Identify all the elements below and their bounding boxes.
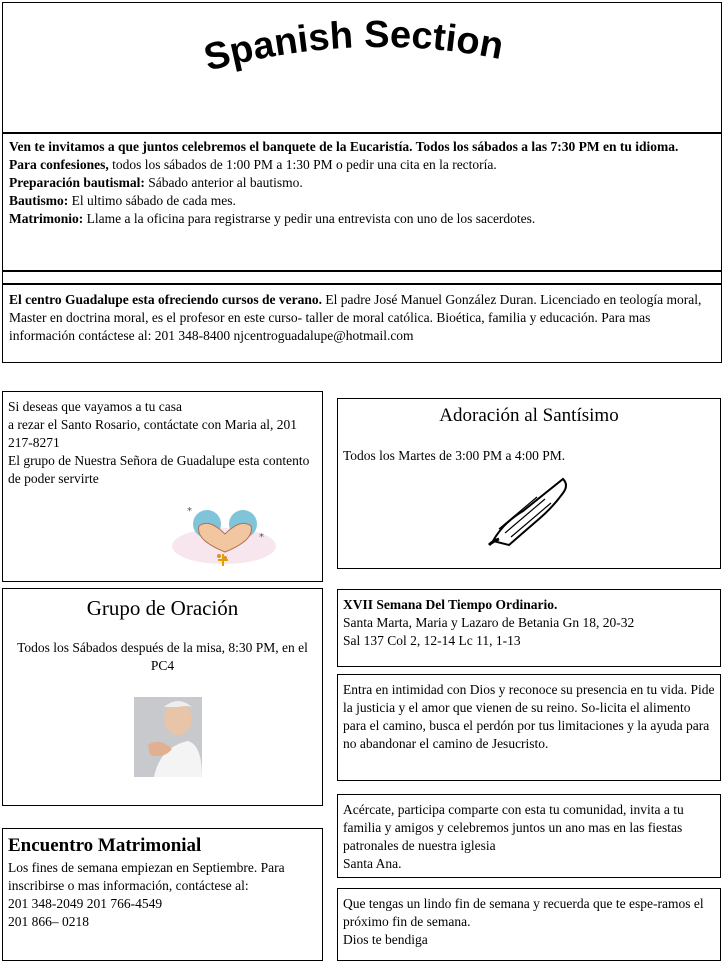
adoracion-text: Todos los Martes de 3:00 PM a 4:00 PM. bbox=[343, 448, 566, 463]
confesiones-label: Para confesiones, bbox=[9, 157, 109, 172]
adoracion-box bbox=[337, 398, 721, 569]
guadalupe-center-box bbox=[2, 284, 722, 363]
matrimonio-text: Llame a la oficina para registrarse y pedir una entrevista con uno de los sacerdotes. bbox=[83, 211, 536, 226]
eucaristia-intro: Ven te invitamos a que juntos celebremos el banquete de la Eucaristía. Todos los sábados a las 7:30 PM en tu idioma. bbox=[9, 139, 679, 154]
intimidad-box bbox=[337, 674, 721, 781]
oracion-text: Todos los Sábados después de la misa, 8:30 PM, en el PC4 bbox=[17, 640, 308, 673]
matrimonial-line1: Los fines de semana empiezan en Septiembre. Para inscribirse o mas información, contáctese al: bbox=[8, 860, 285, 893]
despedida-line1: Que tengas un lindo fin de semana y recuerda que te espe-ramos el próximo fin de semana. bbox=[343, 896, 704, 929]
guadalupe-center-text: El padre José Manuel González Duran. Licenciado en teología moral, Master en doctrina moral, es el profesor en este curso- taller de moral católica. Bioética, familia y educación. Para mas información contáctese al: 201 348-8400 njcentroguadalupe@hotmail.com bbox=[9, 292, 702, 343]
semana-title: XVII Semana Del Tiempo Ordinario. bbox=[343, 597, 558, 612]
despedida-line2: Dios te bendiga bbox=[343, 932, 428, 947]
semana-line1: Santa Marta, Maria y Lazaro de Betania Gn 18, 20-32 bbox=[343, 615, 635, 630]
preparacion-label: Preparación bautismal: bbox=[9, 175, 145, 190]
praying-hands-icon bbox=[483, 477, 583, 547]
spacer-row bbox=[2, 271, 722, 284]
matrimonial-title: Encuentro Matrimonial bbox=[8, 835, 202, 856]
matrimonio-label: Matrimonio: bbox=[9, 211, 84, 226]
rosario-line3: El grupo de Nuestra Señora de Guadalupe esta contento de poder servirte bbox=[8, 453, 310, 486]
oracion-title: Grupo de Oración bbox=[86, 596, 239, 620]
guadalupe-center-bold: El centro Guadalupe esta ofreciendo cursos de verano. bbox=[9, 292, 322, 307]
praying-man-image bbox=[134, 697, 202, 777]
despedida-box bbox=[337, 888, 721, 961]
bautismo-text: El ultimo sábado de cada mes. bbox=[68, 193, 236, 208]
rosario-box bbox=[2, 391, 323, 582]
bautismo-label: Bautismo: bbox=[9, 193, 69, 208]
intimidad-text: Entra en intimidad con Dios y reconoce su presencia en tu vida. Pide la justicia y el amor que vienen de su reino. So-licita el alimento para el camino, busca el perdón por tus limitaciones y la ayuda para no abandonar el camino de Jesucristo. bbox=[343, 682, 715, 751]
rosario-line2: a rezar el Santo Rosario, contáctate con Maria al, 201 217-8271 bbox=[8, 417, 298, 450]
adoracion-title: Adoración al Santísimo bbox=[439, 405, 619, 426]
santa-ana-text: Acércate, participa comparte con esta tu comunidad, invita a tu familia y amigos y celebremos juntos un ano mas en las fiestas patronales de nuestra iglesia bbox=[343, 802, 684, 853]
header-box bbox=[2, 2, 722, 133]
semana-box bbox=[337, 589, 721, 667]
semana-line2: Sal 137 Col 2, 12-14 Lc 11, 1-13 bbox=[343, 633, 521, 648]
matrimonial-box bbox=[2, 828, 323, 961]
page-title: Spanish Section bbox=[199, 13, 507, 80]
matrimonial-line3: 201 866– 0218 bbox=[8, 914, 89, 929]
confesiones-text: todos los sábados de 1:00 PM a 1:30 PM o pedir una cita en la rectoría. bbox=[108, 157, 497, 172]
svg-text:*: * bbox=[259, 532, 264, 543]
svg-text:*: * bbox=[187, 506, 192, 517]
rosary-hands-icon bbox=[169, 504, 279, 568]
eucaristia-box bbox=[2, 133, 722, 271]
matrimonial-line2: 201 348-2049 201 766-4549 bbox=[8, 896, 163, 911]
page-title-art bbox=[3, 3, 723, 123]
santa-ana-tail: Santa Ana. bbox=[343, 856, 402, 871]
preparacion-text: Sábado anterior al bautismo. bbox=[144, 175, 303, 190]
oracion-box bbox=[2, 588, 323, 806]
rosario-line1: Si deseas que vayamos a tu casa bbox=[8, 399, 182, 414]
santa-ana-box bbox=[337, 794, 721, 878]
